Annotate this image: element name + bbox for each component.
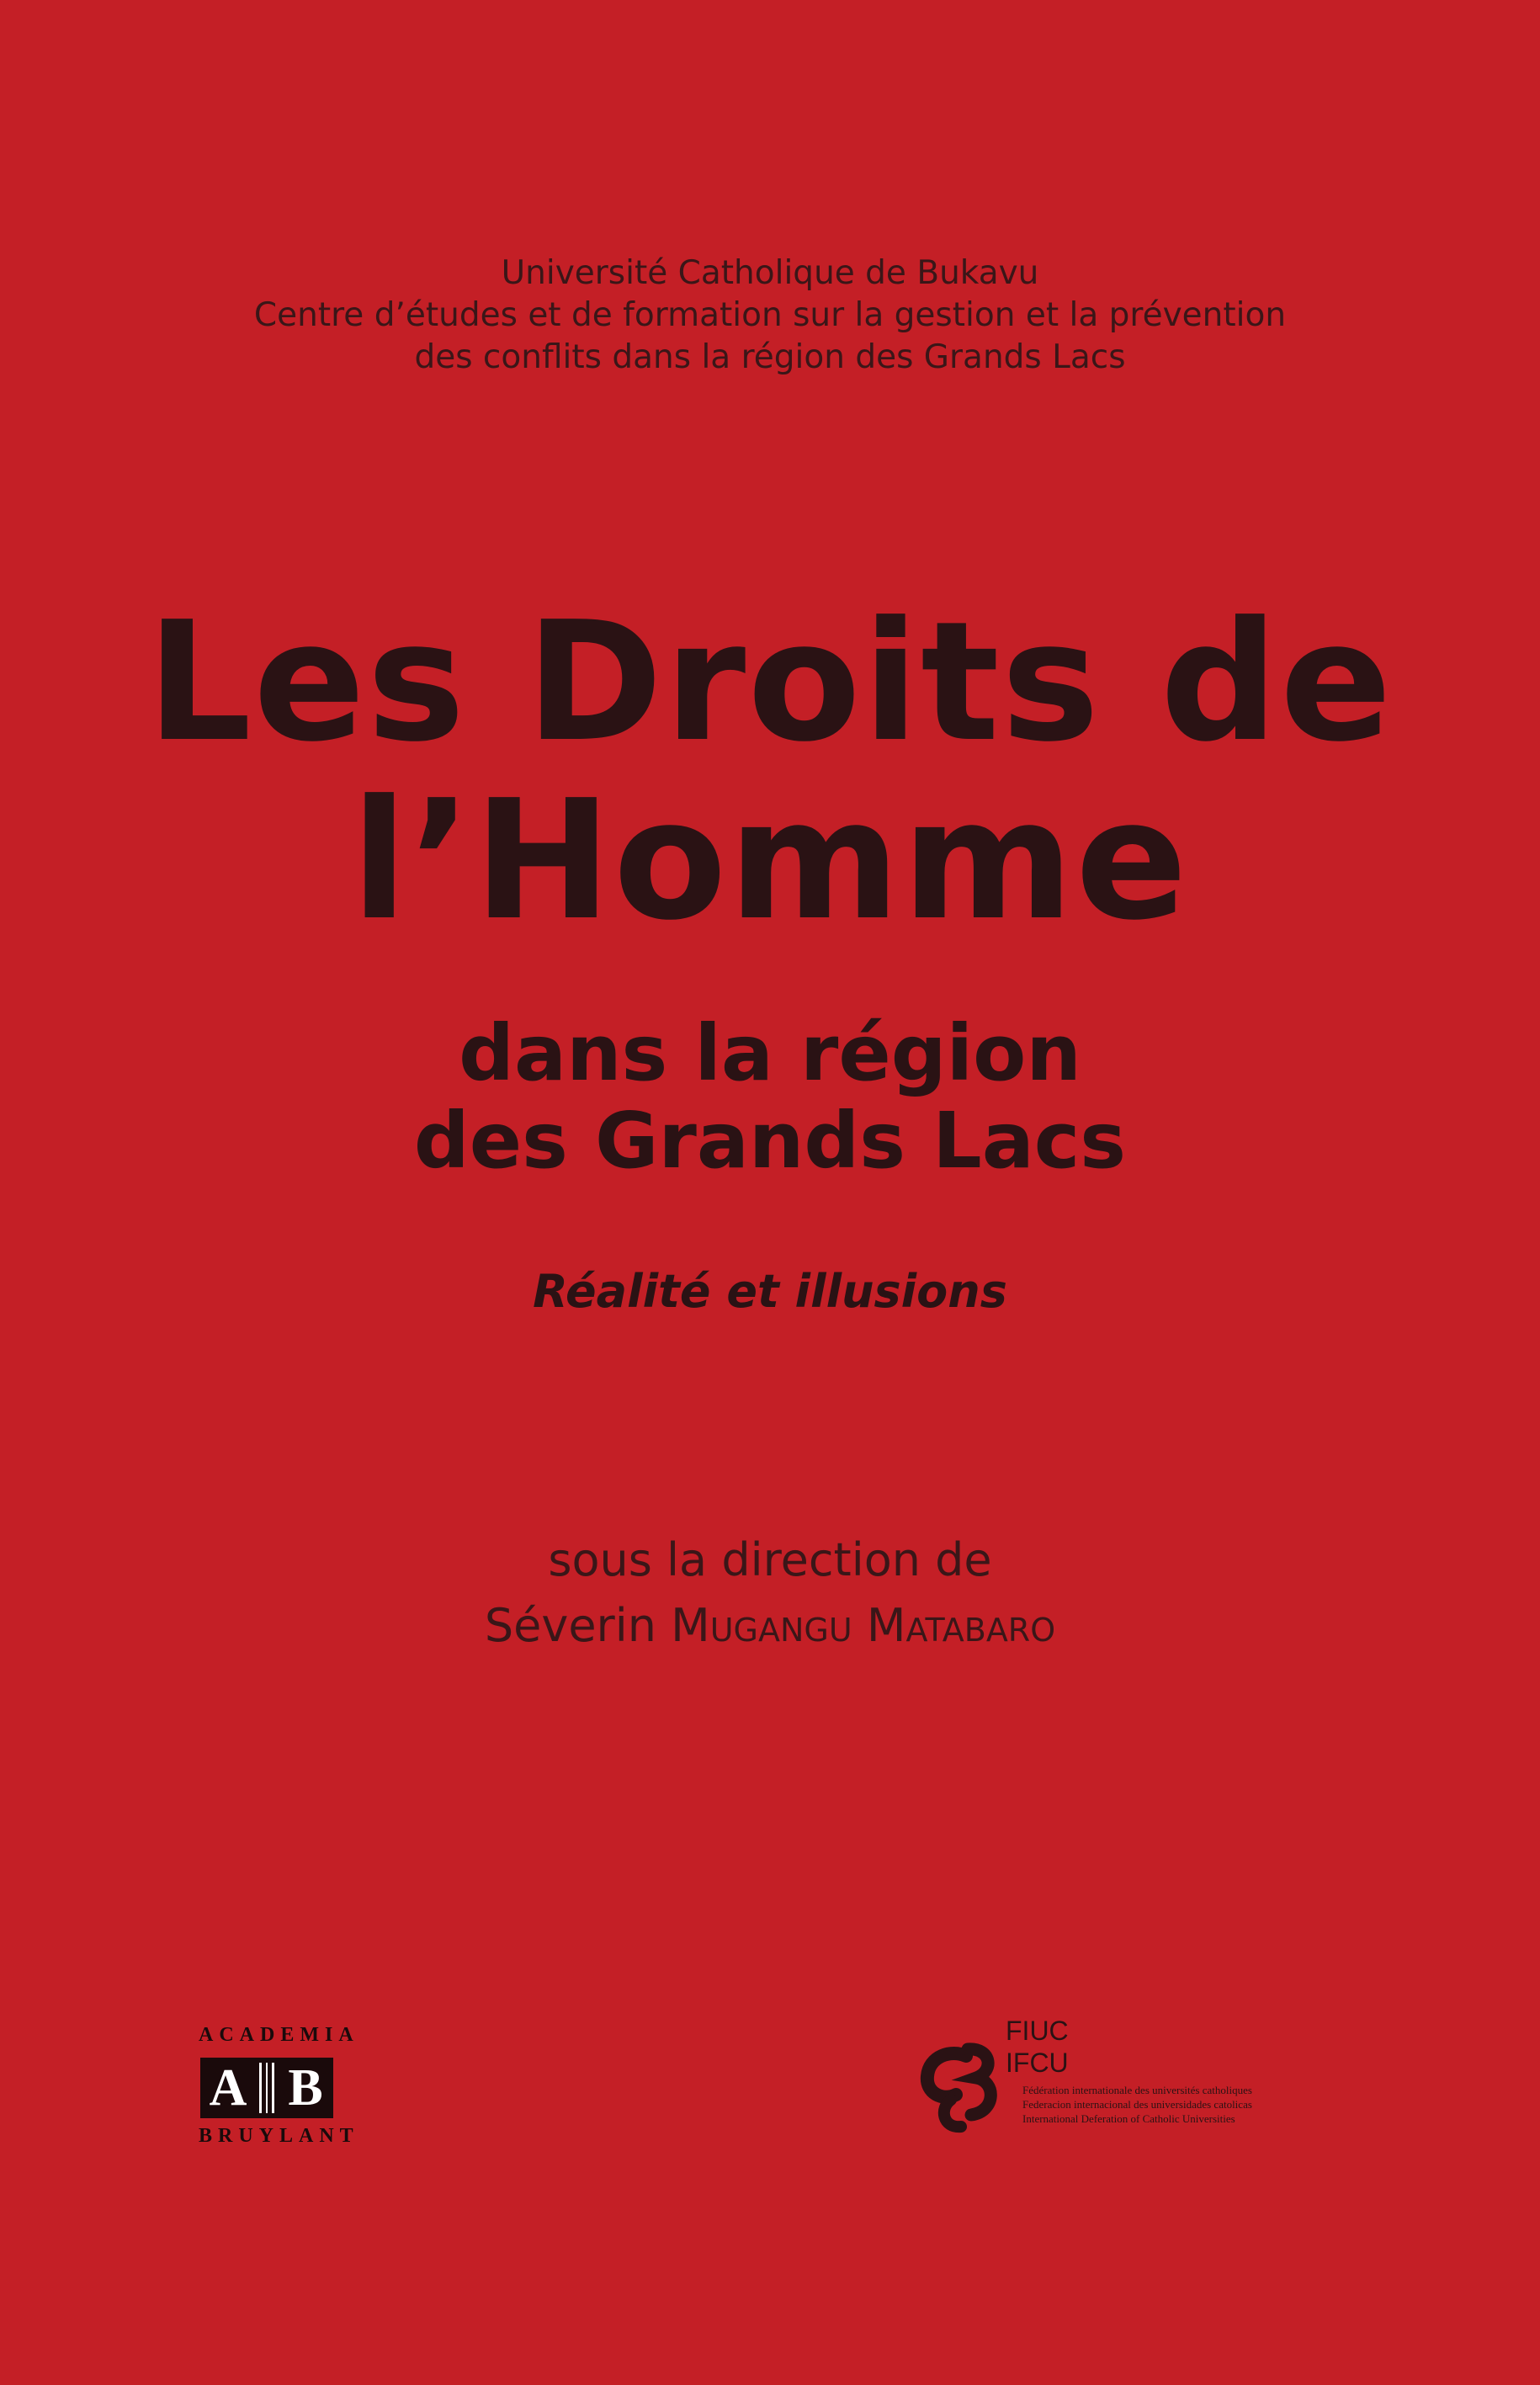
institution-line-2: Centre d’études et de formation sur la gestion et la prévention [253, 296, 1287, 334]
logo-letter-a: A [209, 2059, 247, 2117]
fiuc-logo [917, 2016, 1355, 2133]
logo-ab-box [200, 2058, 333, 2118]
fiuc-code: FIUC [1006, 2016, 1069, 2046]
fiuc-name-fr: Fédération internationale des universités catholiques [1022, 2084, 1252, 2096]
subtitle-line-1: dans la région [459, 1008, 1081, 1098]
book-subtitle [0, 1010, 1540, 1185]
book-tagline: Réalité et illusions [533, 1265, 1007, 1318]
fiuc-emblem-icon [917, 2041, 1001, 2133]
editor-last-name: Mugangu Matabaro [671, 1599, 1056, 1652]
logo-bruylant-text: BRUYLANT [199, 2125, 359, 2147]
institution-block [0, 252, 1540, 379]
fiuc-name-es: Federacion internacional des universidades catolicas [1022, 2098, 1252, 2111]
ifcu-code: IFCU [1006, 2048, 1069, 2078]
institution-line-3: des conflits dans la région des Grands Lacs [414, 338, 1126, 376]
book-title [0, 587, 1540, 957]
subtitle-line-2: des Grands Lacs [413, 1096, 1127, 1186]
title-line-1: Les Droits de [146, 587, 1394, 778]
editor-block [0, 1527, 1540, 1659]
institution-line-1: Université Catholique de Bukavu [501, 254, 1039, 292]
direction-label: sous la direction de [548, 1533, 992, 1586]
editor-name [0, 1593, 1540, 1659]
academia-bruylant-logo [199, 2024, 359, 2150]
fiuc-name-en: International Deferation of Catholic Universities [1022, 2112, 1235, 2125]
fiuc-names [1022, 2083, 1252, 2126]
logo-academia-text: ACADEMIA [199, 2024, 359, 2046]
logo-divider-bars [259, 2063, 274, 2113]
title-line-2: l’Homme [351, 765, 1189, 957]
logo-letter-b: B [288, 2059, 323, 2117]
editor-first-name: Séverin [484, 1599, 656, 1652]
